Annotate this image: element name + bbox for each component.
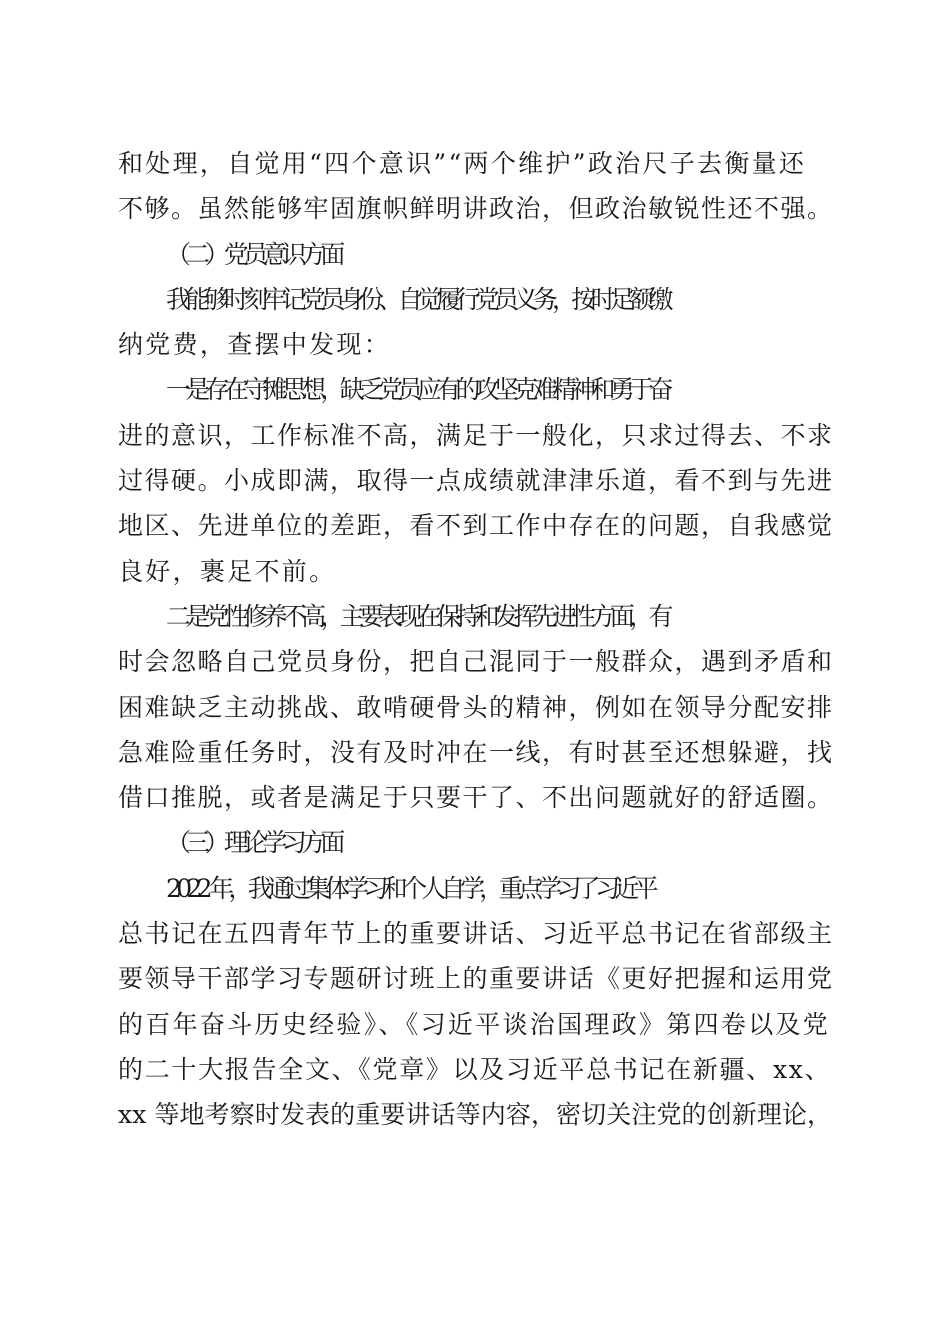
text-line: 的二十大报告全文、《党章》以及习近平总书记在新疆、xx、 <box>118 1054 832 1084</box>
text-line: xx 等地考察时发表的重要讲话等内容，密切关注党的创新理论， <box>118 1100 833 1130</box>
text-line: 良好，裹足不前。 <box>118 556 337 586</box>
text-line: 二是党性修养不高，主要表现在保持和发挥先进性方面，有 <box>166 601 668 631</box>
text-line: 的百年奋斗历史经验》、《习近平谈治国理政》第四卷以及党 <box>118 1009 831 1039</box>
body-text <box>118 141 834 1138</box>
text-line: 借口推脱，或者是满足于只要干了、不出问题就好的舒适圈。 <box>118 783 834 813</box>
paragraph <box>118 277 834 368</box>
heading-text: （三）理论学习方面 <box>166 828 340 858</box>
section-heading-theory-study <box>118 820 834 865</box>
text-line: 要领导干部学习专题研讨班上的重要讲话《更好把握和运用党 <box>118 964 834 994</box>
text-line: 地区、先进单位的差距，看不到工作中存在的问题，自我感觉 <box>118 511 834 541</box>
text-line: 一是存在守摊思想，缺乏党员应有的攻坚克难精神和勇于奋 <box>166 375 668 405</box>
text-line: 纳党费，查摆中发现： <box>118 330 392 360</box>
paragraph <box>118 594 834 820</box>
text-line: 2022 年，我通过集体学习和个人自学，重点学习了习近平 <box>166 873 653 903</box>
text-line: 急难险重任务时，没有及时冲在一线，有时甚至还想躲避，找 <box>118 737 834 767</box>
text-line: 困难缺乏主动挑战、敢啃硬骨头的精神，例如在领导分配安排 <box>118 692 834 722</box>
text-line: 和处理，自觉用“四个意识”“两个维护”政治尺子去衡量还 <box>118 149 807 178</box>
text-line: 过得硬。小成即满，取得一点成绩就津津乐道，看不到与先进 <box>118 466 834 496</box>
text-line: 时会忽略自己党员身份，把自己混同于一般群众，遇到矛盾和 <box>118 647 834 677</box>
paragraph <box>118 367 834 593</box>
section-heading-party-awareness <box>118 232 834 277</box>
text-line: 我能够时刻牢记党员身份、自觉履行党员义务，按时足额缴 <box>166 284 668 314</box>
heading-text: （二）党员意识方面 <box>166 239 340 269</box>
paragraph <box>118 866 834 1138</box>
paragraph-continuation <box>118 141 834 232</box>
text-line: 不够。虽然能够牢固旗帜鲜明讲政治，但政治敏锐性还不强。 <box>118 194 834 224</box>
text-line: 进的意识，工作标准不高，满足于一般化，只求过得去、不求 <box>118 420 834 450</box>
text-line: 总书记在五四青年节上的重要讲话、习近平总书记在省部级主 <box>118 919 834 949</box>
